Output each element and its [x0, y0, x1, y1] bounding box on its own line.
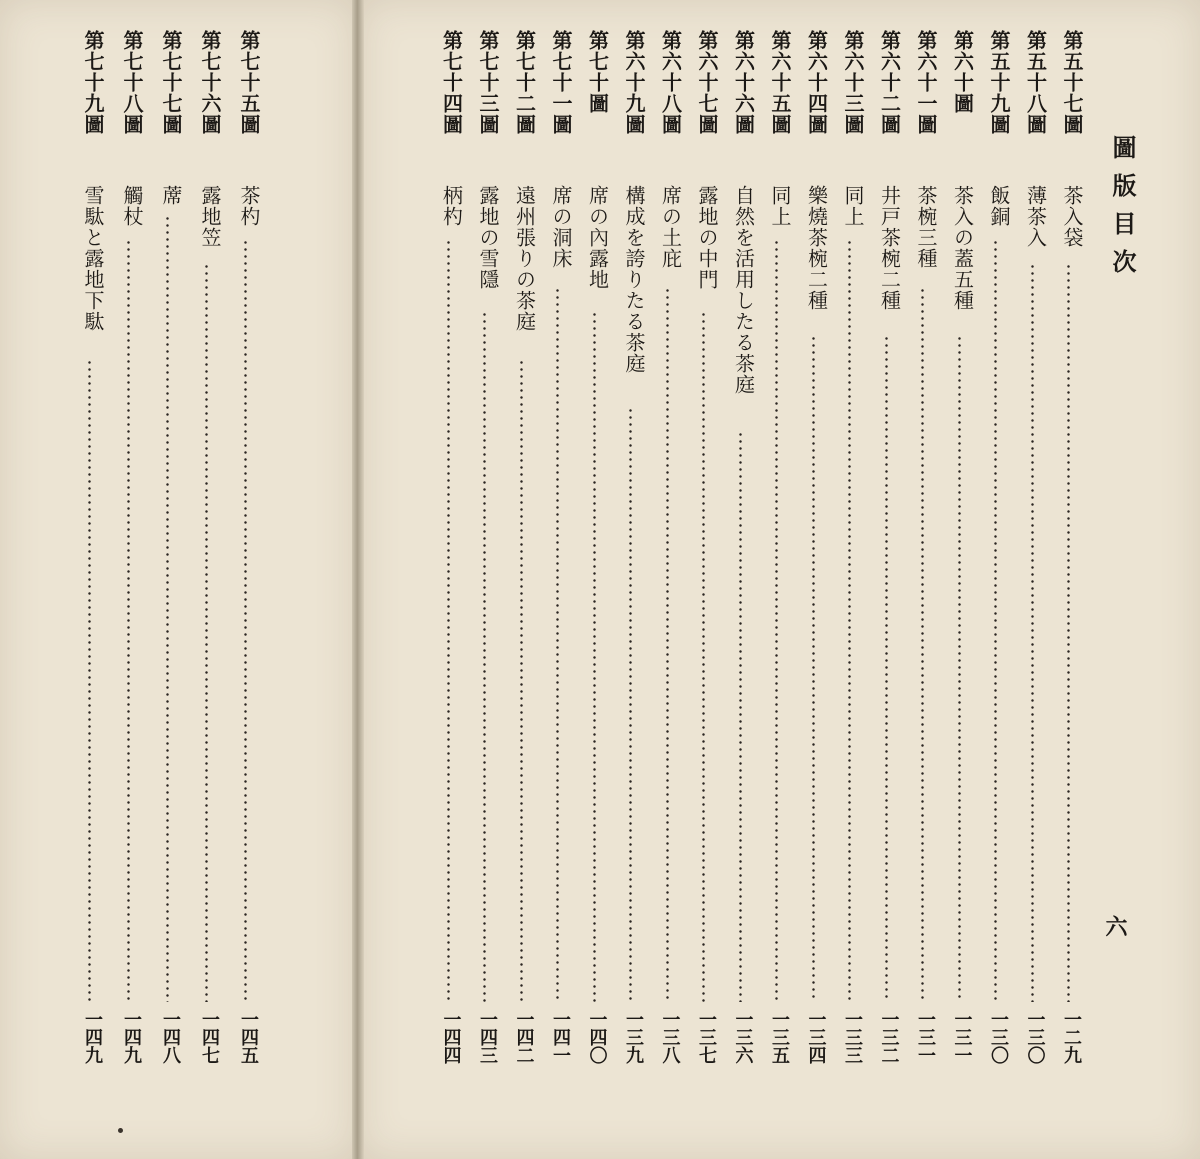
figure-title: 觸杖 — [120, 185, 144, 227]
dot-leader — [702, 311, 705, 1002]
figure-number: 第七十三圖 — [476, 30, 500, 135]
dot-leader — [593, 311, 596, 1002]
dot-leader — [848, 239, 851, 1002]
figure-title: 席の內露地 — [585, 185, 610, 290]
figure-title: 自然を活用したる茶庭 — [731, 185, 756, 395]
dot-leader — [666, 287, 669, 1002]
figure-title: 薄茶入 — [1023, 185, 1048, 248]
dot-leader — [739, 431, 742, 1002]
dot-leader — [812, 335, 815, 1002]
figure-number: 第七十九圖 — [81, 30, 105, 135]
page-number: 一三三 — [842, 1010, 863, 1064]
page-number: 一三〇 — [988, 1010, 1009, 1064]
dot-leader — [775, 239, 778, 1002]
figure-number: 第六十八圖 — [658, 30, 683, 135]
page-number: 一四八 — [160, 1010, 181, 1064]
figure-number: 第六十九圖 — [622, 30, 646, 135]
page-header-title: 圖版目次 — [1108, 135, 1137, 287]
figure-number: 第六十七圖 — [695, 30, 719, 135]
figure-title: 樂燒茶椀二種 — [804, 185, 829, 311]
dot-leader — [885, 335, 888, 1002]
page-number: 一三〇 — [1024, 1010, 1046, 1064]
right-page — [360, 0, 1200, 1159]
figure-number: 第六十五圖 — [768, 30, 792, 135]
dot-leader — [244, 239, 247, 1002]
figure-number: 第七十圖 — [585, 30, 610, 114]
figure-title: 柄杓 — [439, 185, 464, 227]
page-number: 一四五 — [238, 1010, 259, 1064]
figure-number: 第七十一圖 — [549, 30, 573, 135]
page-number: 一四九 — [121, 1010, 142, 1064]
dot-leader — [1031, 263, 1034, 1002]
figure-title: 遠州張りの茶庭 — [512, 185, 537, 332]
page-number: 一三一 — [915, 1010, 936, 1064]
dot-leader — [629, 407, 632, 1002]
left-page — [0, 0, 355, 1159]
figure-title: 雪駄と露地下駄 — [81, 185, 105, 332]
figure-title: 茶杓 — [237, 185, 261, 227]
paper-speck — [118, 1128, 123, 1133]
page-number: 一四一 — [550, 1010, 571, 1064]
figure-title: 茶入袋 — [1060, 185, 1084, 248]
figure-number: 第七十六圖 — [198, 30, 222, 135]
page-number: 一四三 — [477, 1010, 498, 1064]
page-number: 一三八 — [659, 1010, 681, 1064]
figure-title: 井戸茶椀二種 — [877, 185, 902, 311]
figure-number: 第六十二圖 — [877, 30, 902, 135]
dot-leader — [166, 215, 169, 1002]
dot-leader — [1067, 263, 1070, 1002]
figure-number: 第六十四圖 — [804, 30, 829, 135]
book-gutter — [352, 0, 364, 1159]
figure-title: 構成を誇りたる茶庭 — [622, 185, 646, 374]
page-number: 一四四 — [440, 1010, 462, 1064]
figure-number: 第六十圖 — [950, 30, 975, 114]
dot-leader — [483, 311, 486, 1002]
dot-leader — [127, 239, 130, 1002]
figure-title: 茶椀三種 — [914, 185, 938, 269]
figure-title: 席の土庇 — [658, 185, 683, 269]
figure-number: 第五十八圖 — [1023, 30, 1048, 135]
figure-title: 露地の雪隱 — [476, 185, 500, 290]
figure-number: 第七十七圖 — [159, 30, 183, 135]
figure-number: 第六十一圖 — [914, 30, 938, 135]
figure-title: 露地の中門 — [695, 185, 719, 290]
figure-number: 第六十六圖 — [731, 30, 756, 135]
figure-number: 第六十三圖 — [841, 30, 865, 135]
page-number: 一三五 — [769, 1010, 790, 1064]
dot-leader — [88, 359, 91, 1002]
figure-number: 第七十四圖 — [439, 30, 464, 135]
dot-leader — [447, 239, 450, 1002]
figure-title: 茶入の蓋五種 — [950, 185, 975, 311]
figure-number: 第七十五圖 — [237, 30, 261, 135]
figure-number: 第七十八圖 — [120, 30, 144, 135]
figure-title: 露地笠 — [198, 185, 222, 248]
page-number: 一二九 — [1061, 1010, 1082, 1064]
figure-title: 同上 — [768, 185, 792, 227]
page-number: 一三七 — [696, 1010, 717, 1064]
figure-title: 飯銅 — [987, 185, 1011, 227]
page-number: 一四七 — [199, 1010, 220, 1064]
dot-leader — [520, 359, 523, 1002]
figure-title: 蓆 — [159, 185, 183, 206]
figure-title: 席の洞床 — [549, 185, 573, 269]
page-number: 一三二 — [878, 1010, 900, 1064]
figure-number: 第五十七圖 — [1060, 30, 1084, 135]
page-number: 一四〇 — [586, 1010, 608, 1064]
page-number: 一三九 — [623, 1010, 644, 1064]
page-number: 一四九 — [82, 1010, 103, 1064]
figure-number: 第七十二圖 — [512, 30, 537, 135]
figure-number: 第五十九圖 — [987, 30, 1011, 135]
figure-title: 同上 — [841, 185, 865, 227]
page-number: 一三六 — [732, 1010, 754, 1064]
dot-leader — [205, 263, 208, 1002]
dot-leader — [994, 239, 997, 1002]
dot-leader — [958, 335, 961, 1002]
page-folio-number: 六 — [1102, 915, 1128, 937]
page-number: 一三四 — [805, 1010, 827, 1064]
dot-leader — [556, 287, 559, 1002]
page-number: 一三一 — [951, 1010, 973, 1064]
page-number: 一四二 — [513, 1010, 535, 1064]
dot-leader — [921, 287, 924, 1002]
